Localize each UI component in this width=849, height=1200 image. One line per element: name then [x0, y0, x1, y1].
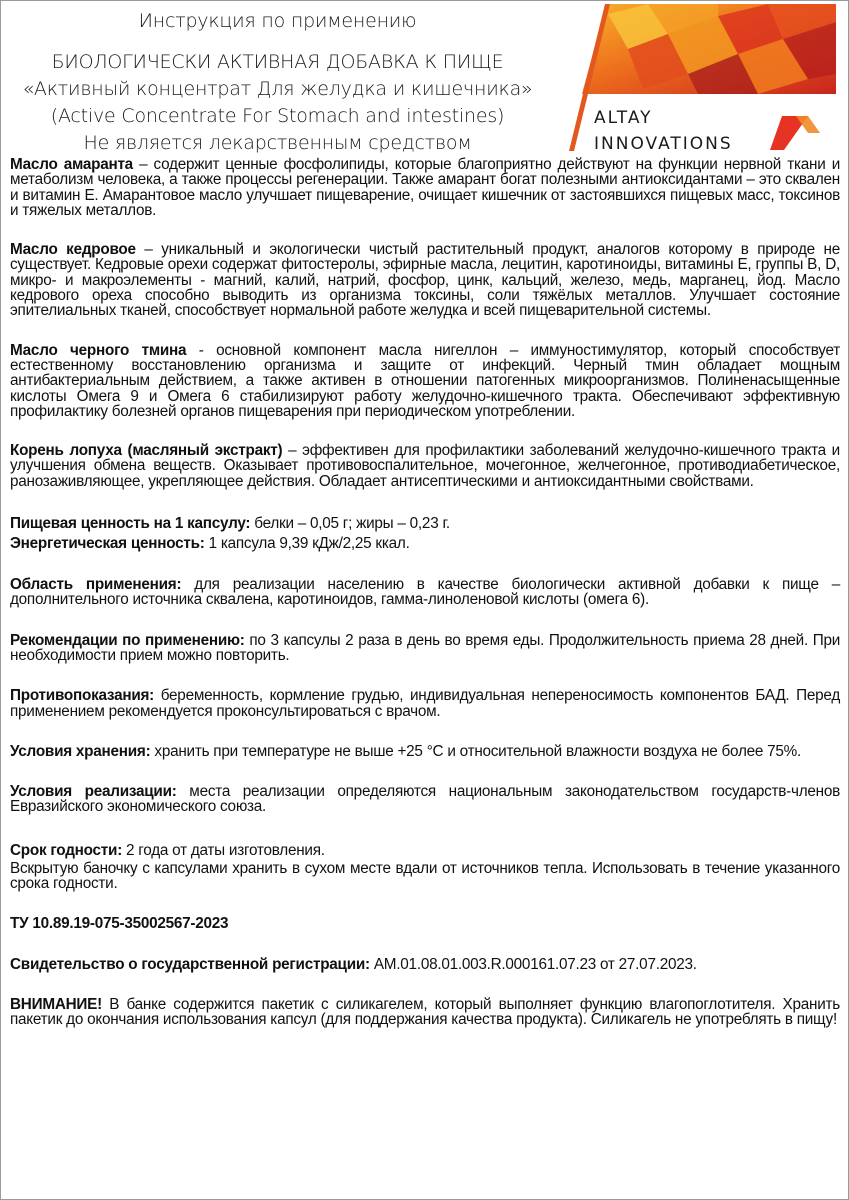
label-contraindications: Противопоказания:	[10, 687, 154, 705]
paragraph-storage	[10, 744, 840, 759]
label-energy: Энергетическая ценность:	[10, 535, 205, 553]
paragraph-recommendations	[10, 633, 840, 664]
paragraph-contraindications	[10, 688, 840, 719]
text-amaranth: – содержит ценные фосфолипиды, которые благоприятно действуют на функции нервной ткани и метаболизм человека, а также процессы регенерации. Также амарант богат полезными антиоксидантами – это сквален и витамин Е. Амарантовое масло улучшает пищеварение, очищает кишечник от застоявшихся пищевых масс, токсинов и тяжелых металлов.	[10, 156, 840, 219]
paragraph-registration	[10, 957, 840, 972]
paragraph-burdock	[10, 443, 840, 489]
paragraph-tu	[10, 916, 840, 931]
label-tu: ТУ 10.89.19-075-35002567-2023	[10, 915, 229, 933]
paragraph-cumin	[10, 343, 840, 419]
text-sale: места реализации определяются национальным законодательством государств-членов Евразийского экономического союза.	[10, 783, 840, 816]
paragraph-sale	[10, 784, 840, 815]
text-attention: В банке содержится пакетик с силикагелем, который выполняет функцию влагопоглотителя. Хранить пакетик до окончания использования капсул (для поддержания качества продукта). Силикагель не употреблять в пищу!	[10, 995, 840, 1029]
label-recommendations: Рекомендации по применению:	[10, 631, 245, 649]
text-recommendations: по 3 капсулы 2 раза в день во время еды. Продолжительность приема 28 дней. При необходимости прием можно повторить.	[10, 631, 841, 664]
paragraph-opened-jar: Вскрытую баночку с капсулами хранить в сухом месте вдали от источников тепла. Использовать в течение указанного срока годности.	[10, 859, 840, 893]
paragraph-cedar	[10, 242, 840, 318]
product-name-ru: «Активный концентрат Для желудка и кишечника»	[22, 78, 533, 100]
header	[0, 8, 555, 157]
text-registration: АМ.01.08.01.003.R.000161.07.23 от 27.07.2023.	[369, 955, 697, 973]
not-a-drug-note: Не является лекарственным средством	[83, 132, 472, 154]
logo-text-innovations: INNOVATIONS	[594, 134, 733, 154]
label-amaranth: Масло амаранта	[10, 156, 133, 173]
label-cedar: Масло кедровое	[10, 241, 136, 259]
label-cumin: Масло черного тмина	[10, 341, 187, 359]
instruction-body	[10, 157, 840, 1028]
label-burdock: Корень лопуха (масляный экстракт)	[10, 442, 283, 460]
text-storage: хранить при температуре не выше +25 °С и относительной влажности воздуха не более 75%.	[150, 742, 802, 760]
document-title: Инструкция по применению	[138, 10, 417, 32]
paragraph-amaranth	[10, 157, 840, 218]
label-registration: Свидетельство о государственной регистрации:	[10, 955, 370, 973]
text-scope: для реализации населению в качестве биологически активной добавки к пище – дополнительного источника сквалена, каротиноидов, гамма-линоленовой кислоты (омега 6).	[10, 576, 840, 609]
paragraph-nutrition	[10, 513, 840, 534]
label-attention: ВНИМАНИЕ!	[10, 995, 102, 1013]
paragraph-scope	[10, 577, 840, 608]
label-shelf-life: Срок годности:	[10, 841, 123, 859]
text-contraindications: беременность, кормление грудью, индивидуальная непереносимость компонентов БАД. Перед применением рекомендуется проконсультироваться с врачом.	[10, 687, 840, 720]
label-storage: Условия хранения:	[10, 742, 151, 760]
text-cumin: - основной компонент масла нигеллон – иммуностимулятор, который способствует естественному восстановлению организма и защите от инфекций. Черный тмин обладает мощным антибактериальным действием, а также активен в отношении патогенных микроорганизмов. Полиненасыщенные кислоты Омега 9 и Омега 6 стабилизируют работу желудочно-кишечного тракта. Обеспечивают эффективную профилактику болезней органов пищеварения при периодическом употреблении.	[10, 341, 840, 420]
paragraph-attention	[10, 997, 840, 1028]
product-category: БИОЛОГИЧЕСКИ АКТИВНАЯ ДОБАВКА К ПИЩЕ	[51, 51, 504, 73]
text-energy: 1 капсула 9,39 кДж/2,25 ккал.	[204, 535, 410, 553]
label-nutrition: Пищевая ценность на 1 капсулу:	[10, 515, 251, 533]
text-cedar: – уникальный и экологически чистый растительный продукт, аналогов которому в природе не существует. Кедровые орехи содержат фитостеролы, эфирные масла, лецитин, каротиноиды, витамины Е, группы В, D, микро- и макроэлементы - магний, калий, натрий, фосфор, цинк, кальций, железо, медь, марганец, йод. Масло кедрового ореха способно выводить из организма токсины, соли тяжёлых металлов. Улучшает состояние эпителиальных тканей, способствует нормальной работе желудка и всей пищеварительной системы.	[10, 241, 840, 320]
label-scope: Область применения:	[10, 576, 182, 594]
paragraph-shelf-life	[10, 840, 840, 861]
text-burdock: – эффективен для профилактики заболеваний желудочно-кишечного тракта и улучшения обмена веществ. Оказывает противовоспалительное, мочегонное, желчегонное, противодиабетическое, ранозаживляющее, укрепляющее действия. Обладает антисептическими и антиоксидантными свойствами.	[10, 442, 840, 490]
paragraph-energy	[10, 534, 840, 553]
text-shelf-life: 2 года от даты изготовления.	[122, 841, 325, 859]
text-nutrition: белки – 0,05 г; жиры – 0,23 г.	[250, 515, 450, 533]
logo-text-altay: ALTAY	[594, 108, 653, 128]
product-name-en: (Active Concentrate For Stomach and intestines)	[50, 105, 505, 127]
label-sale: Условия реализации:	[10, 783, 177, 801]
